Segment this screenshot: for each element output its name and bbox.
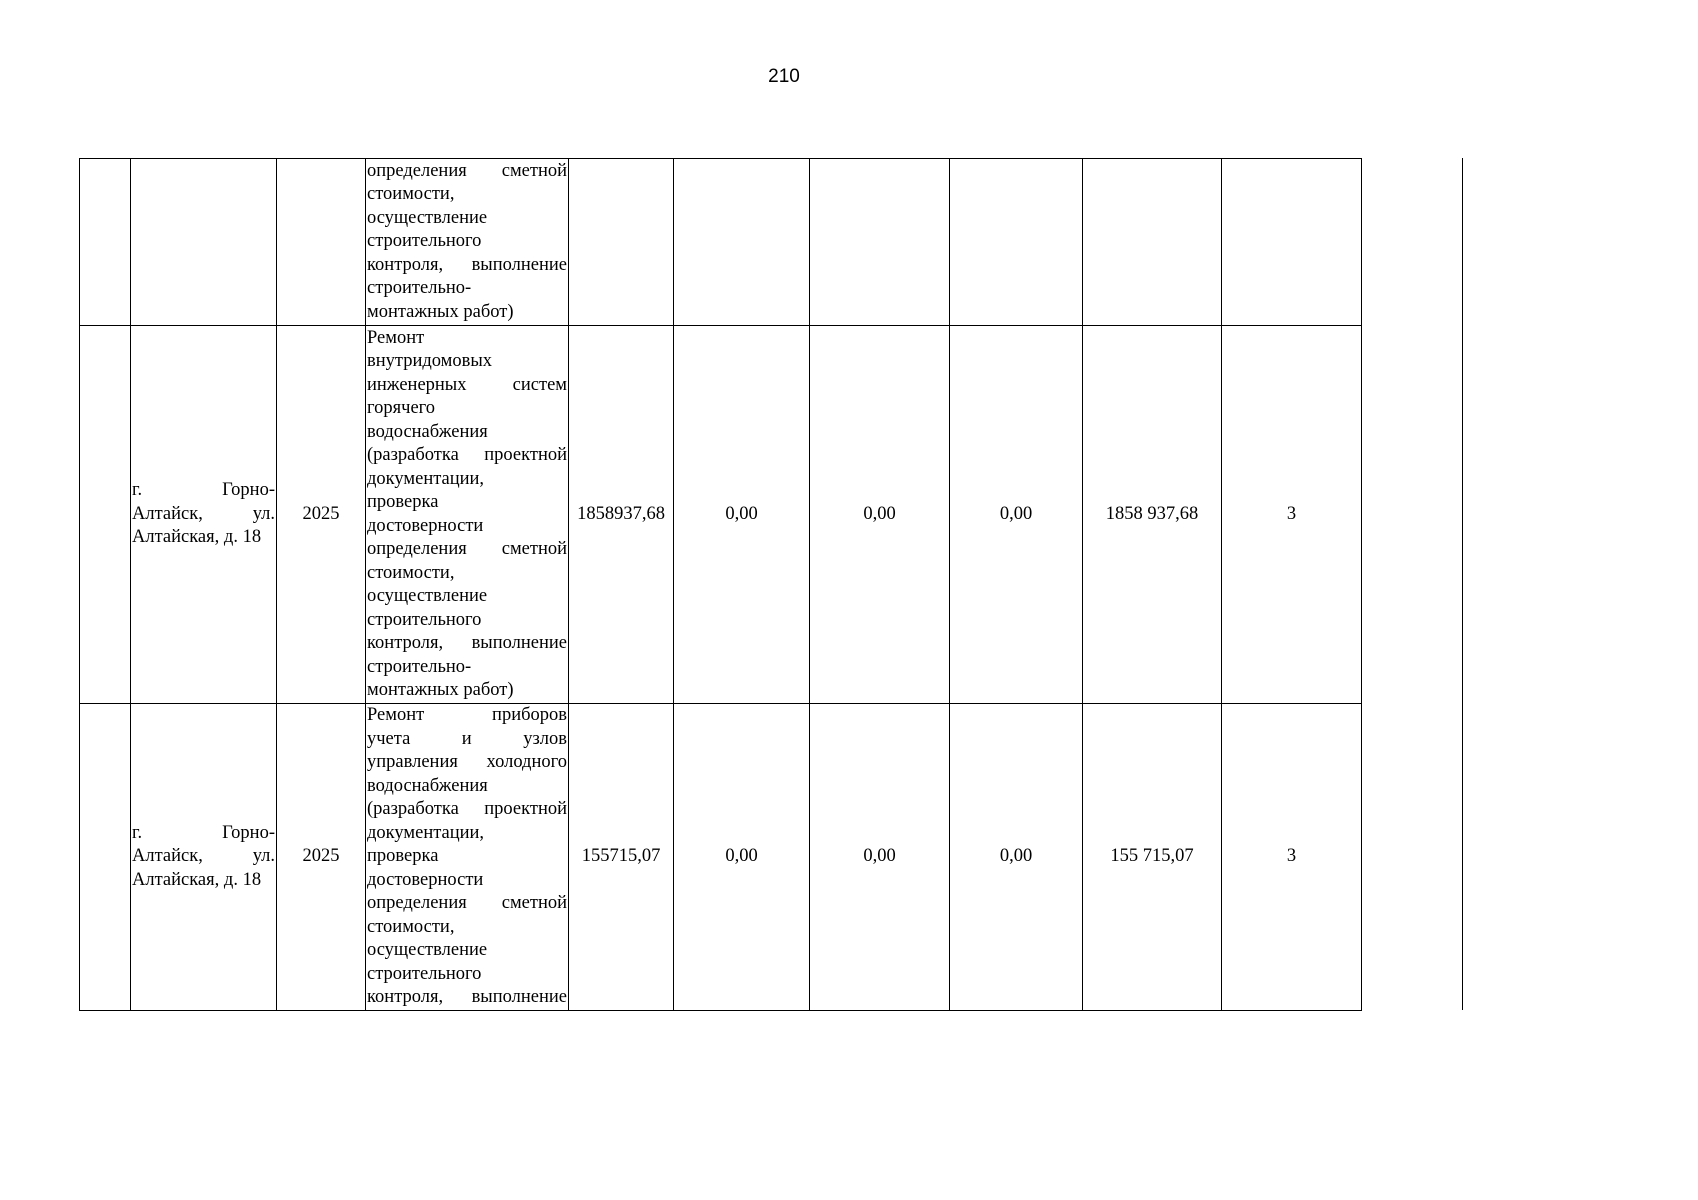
sum-cell: 155 715,07 bbox=[1083, 704, 1222, 1011]
work-description-line: достоверности bbox=[367, 515, 484, 536]
total-cost-cell bbox=[569, 159, 674, 326]
funding-a-cell: 0,00 bbox=[674, 704, 810, 1011]
funding-c-cell: 0,00 bbox=[950, 326, 1083, 704]
address-line: г. Горно- bbox=[132, 480, 275, 501]
work-description-line: строительного bbox=[367, 231, 482, 252]
address-cell bbox=[131, 159, 277, 326]
funding-b-cell: 0,00 bbox=[810, 326, 950, 704]
work-description-line: стоимости, bbox=[367, 916, 455, 937]
year-cell bbox=[277, 159, 366, 326]
address-line: Алтайск, ул. bbox=[132, 503, 275, 524]
year-cell: 2025 bbox=[277, 326, 366, 704]
count-cell: 3 bbox=[1222, 326, 1362, 704]
work-description-line: осуществление bbox=[367, 207, 488, 228]
work-description-cell bbox=[366, 159, 569, 326]
address-cell bbox=[131, 326, 277, 704]
sum-cell: 1858 937,68 bbox=[1083, 326, 1222, 704]
work-description-line: монтажных работ) bbox=[367, 680, 514, 700]
work-description-line: контроля, выполнение bbox=[367, 254, 567, 275]
table-body bbox=[80, 159, 1362, 1011]
work-description-line: инженерных систем bbox=[367, 374, 567, 395]
work-description-line: стоимости, bbox=[367, 184, 455, 205]
work-description-line: Ремонт приборов bbox=[367, 705, 567, 726]
count-cell bbox=[1222, 159, 1362, 326]
address-line: Алтайская, д. 18 bbox=[132, 527, 262, 548]
work-description-line: определения сметной bbox=[367, 893, 567, 914]
work-description-line: строительного bbox=[367, 963, 482, 984]
work-description-line: водоснабжения bbox=[367, 421, 488, 442]
work-description-line: проверка bbox=[367, 846, 439, 867]
work-description-line: достоверности bbox=[367, 869, 484, 890]
work-description-line: осуществление bbox=[367, 940, 488, 961]
page-right-rule bbox=[1462, 158, 1463, 1010]
sum-cell bbox=[1083, 159, 1222, 326]
work-description-line: документации, bbox=[367, 822, 485, 843]
funding-b-cell: 0,00 bbox=[810, 704, 950, 1011]
work-description-line: горячего bbox=[367, 398, 436, 418]
work-description-line: строительно- bbox=[367, 278, 472, 299]
work-description-line: стоимости, bbox=[367, 562, 455, 583]
address-line: Алтайская, д. 18 bbox=[132, 869, 262, 890]
work-description-line: контроля, выполнение bbox=[367, 633, 567, 653]
funding-a-cell bbox=[674, 159, 810, 326]
address-line: Алтайск, ул. bbox=[132, 846, 275, 867]
row-number-cell bbox=[80, 326, 131, 704]
total-cost-cell: 155715,07 bbox=[569, 704, 674, 1011]
work-description-cell bbox=[366, 704, 569, 1011]
funding-c-cell bbox=[950, 159, 1083, 326]
row-number-cell bbox=[80, 704, 131, 1011]
work-description-line: документации, bbox=[367, 468, 485, 489]
table-row bbox=[80, 704, 1362, 1011]
work-description-line: проверка bbox=[367, 492, 439, 512]
work-description-line: учета и узлов bbox=[367, 728, 567, 749]
table-row bbox=[80, 159, 1362, 326]
funding-b-cell bbox=[810, 159, 950, 326]
row-number-cell bbox=[80, 159, 131, 326]
count-cell: 3 bbox=[1222, 704, 1362, 1011]
budget-table bbox=[79, 158, 1362, 1011]
work-description-line: контроля, выполнение bbox=[367, 987, 567, 1008]
address-cell bbox=[131, 704, 277, 1011]
work-description-line: монтажных работ) bbox=[367, 301, 514, 322]
work-description-line: (разработка проектной bbox=[367, 799, 567, 820]
work-description-line: Ремонт bbox=[367, 327, 425, 348]
page-number: 210 bbox=[768, 66, 800, 87]
table-row bbox=[80, 326, 1362, 704]
work-description-line: (разработка проектной bbox=[367, 445, 567, 465]
work-description-line: строительно- bbox=[367, 656, 472, 677]
year-cell: 2025 bbox=[277, 704, 366, 1011]
total-cost-cell: 1858937,68 bbox=[569, 326, 674, 704]
work-description-cell bbox=[366, 326, 569, 704]
work-description-line: водоснабжения bbox=[367, 775, 488, 796]
address-line: г. Горно- bbox=[132, 822, 275, 843]
work-description-line: внутридомовых bbox=[367, 351, 493, 371]
work-description-line: определения сметной bbox=[367, 539, 567, 559]
work-description-line: управления холодного bbox=[367, 752, 567, 773]
funding-a-cell: 0,00 bbox=[674, 326, 810, 704]
work-description-line: осуществление bbox=[367, 586, 488, 606]
funding-c-cell: 0,00 bbox=[950, 704, 1083, 1011]
work-description-line: определения сметной bbox=[367, 160, 567, 181]
work-description-line: строительного bbox=[367, 609, 482, 630]
